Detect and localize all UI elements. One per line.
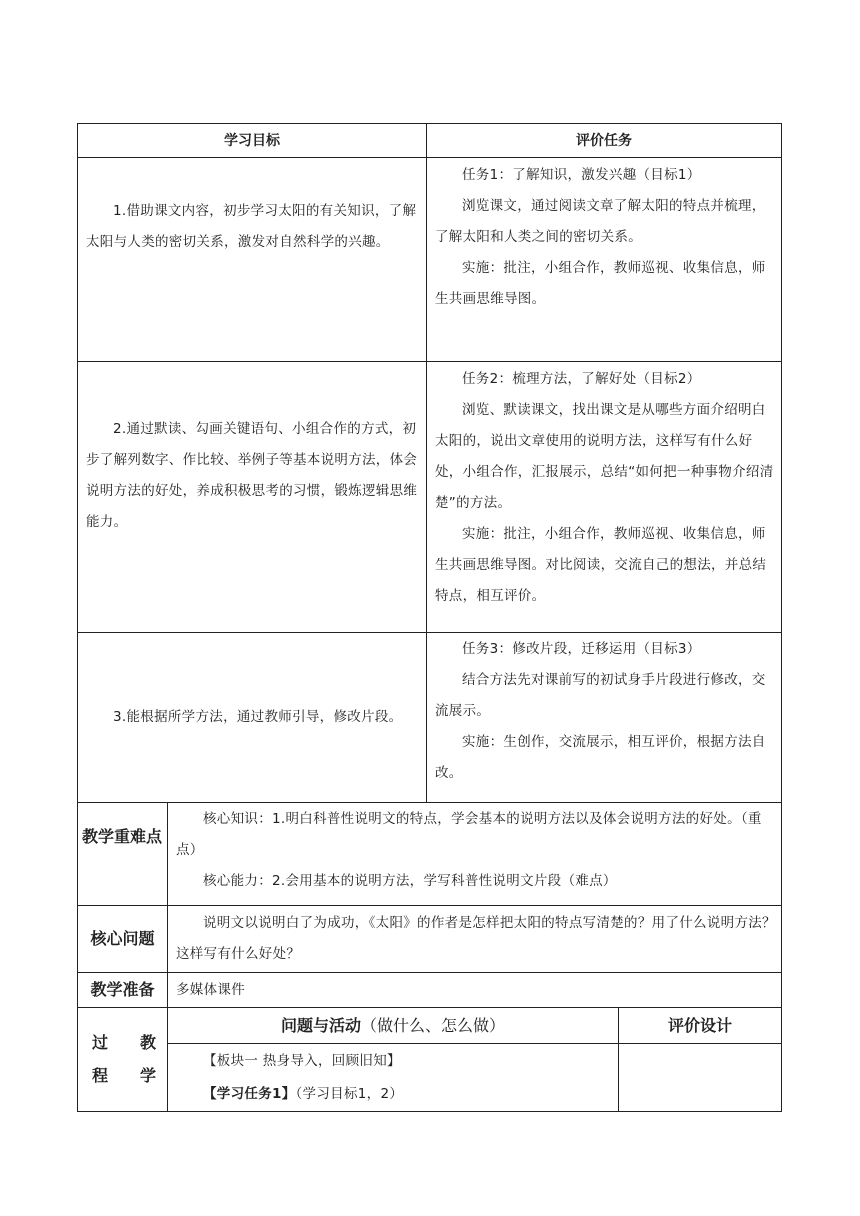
core-question-text: 说明文以说明白了为成功，《太阳》的作者是怎样把太阳的特点写清楚的？用了什么说明方法？这样写有什么好处？ (176, 915, 776, 962)
key-points-label: 教学重难点 (82, 827, 163, 846)
task-1-impl: 实施：批注，小组合作，教师巡视、收集信息，师生共画思维导图。 (435, 260, 766, 307)
process-label (78, 1008, 167, 1111)
task-1-title: 任务1：了解知识，激发兴趣（目标1） (462, 167, 701, 183)
process-char-jiao: 教 (140, 1033, 157, 1052)
header-learning-goals: 学习目标 (224, 133, 280, 149)
header-evaluation-tasks: 评价任务 (576, 133, 632, 149)
task-1-body: 浏览课文，通过阅读文章了解太阳的特点并梳理，了解太阳和人类之间的密切关系。 (435, 198, 766, 245)
process-char-xue: 学 (140, 1066, 157, 1085)
task-3-impl: 实施：生创作，交流展示，相互评价，根据方法自改。 (435, 734, 766, 781)
activity-column-header: 问题与活动（做什么、怎么做） (280, 1016, 506, 1035)
activity-content (176, 1045, 612, 1111)
key-ability: 核心能力：2.会用基本的说明方法，学写科普性说明文片段（难点） (203, 873, 617, 889)
goal-3: 3.能根据所学方法，通过教师引导，修改片段。 (113, 709, 403, 725)
block-1-title: 【板块一 热身导入，回顾旧知】 (203, 1053, 401, 1069)
task-2-cell (435, 364, 775, 612)
evaluation-column-header: 评价设计 (667, 1016, 732, 1035)
task-3-cell (435, 634, 775, 789)
goal-2: 2.通过默读、勾画关键语句、小组合作的方式，初步了解列数字、作比较、举例子等基本说明方法，体会说明方法的好处，养成积极思考的习惯，锻炼逻辑思维能力。 (86, 421, 418, 530)
process-char-cheng: 程 (92, 1066, 109, 1085)
process-char-guo: 过 (92, 1033, 109, 1052)
learning-task-1: 【学习任务1】（学习目标1，2） (203, 1086, 404, 1102)
core-question-label: 核心问题 (90, 929, 155, 948)
preparation-label: 教学准备 (90, 980, 155, 999)
task-2-impl: 实施：批注，小组合作，教师巡视、收集信息，师生共画思维导图。对比阅读，交流自己的想法，并总结特点，相互评价。 (435, 526, 767, 604)
task-3-title: 任务3：修改片段，迁移运用（目标3） (462, 641, 701, 657)
goal-1: 1.借助课文内容，初步学习太阳的有关知识，了解太阳与人类的密切关系，激发对自然科学的兴趣。 (86, 203, 417, 250)
task-3-body: 结合方法先对课前写的初试身手片段进行修改，交流展示。 (435, 672, 766, 719)
key-points-content (176, 804, 776, 897)
key-knowledge: 核心知识：1.明白科普性说明文的特点，学会基本的说明方法以及体会说明方法的好处。（重点） (176, 811, 762, 858)
task-2-title: 任务2：梳理方法，了解好处（目标2） (462, 371, 701, 387)
task-2-body: 浏览、默读课文，找出课文是从哪些方面介绍明白太阳的，说出文章使用的说明方法，这样写有什么好处，小组合作，汇报展示，总结“如何把一种事物介绍清楚”的方法。 (435, 402, 774, 511)
task-1-cell (435, 160, 775, 315)
preparation-text: 多媒体课件 (176, 982, 245, 998)
